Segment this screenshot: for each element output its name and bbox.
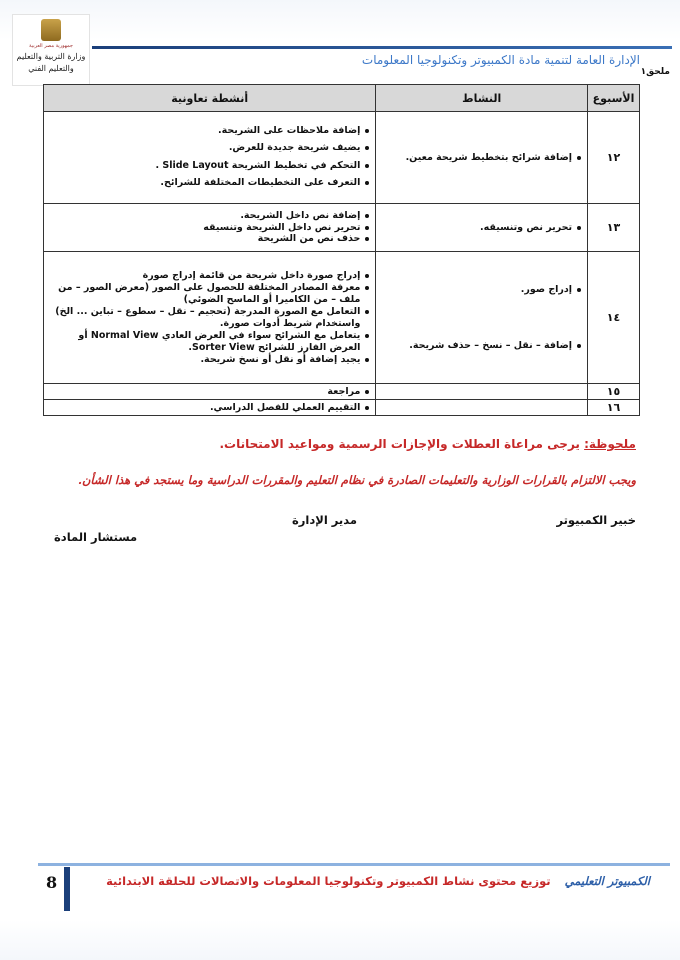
- cooperative-item: التحكم في تخطيط الشريحة Slide Layout .: [46, 160, 371, 172]
- logo-line-1: جمهورية مصر العربية: [29, 43, 73, 49]
- cooperative-item: إضافة ملاحظات على الشريحة.: [46, 125, 371, 137]
- annex-label: ملحق١: [640, 67, 670, 77]
- activity-cell: [376, 112, 588, 204]
- cooperative-cell: [44, 252, 376, 384]
- week-cell: ١٤: [588, 252, 640, 384]
- cooperative-cell: [44, 400, 376, 416]
- commitment-text: ويجب الالتزام بالقرارات الوزارية والتعليمات الصادرة في نظام التعليم والمقررات الدراسية وما يستجد في هذا الشأن.: [77, 473, 636, 487]
- footer-divider: [38, 863, 670, 866]
- activity-cell: [376, 400, 588, 416]
- cooperative-item: إدراج صورة داخل شريحة من قائمة إدراج صورة: [46, 270, 371, 282]
- week-column-header: الأسبوع: [588, 85, 640, 112]
- footer-title: توزيع محتوى نشاط الكمبيوتر وتكنولوجيا المعلومات والاتصالات للحلقة الابتدائية: [106, 874, 551, 888]
- activity-item: إدراج صور.: [378, 284, 583, 296]
- signature-director: مدير الإدارة: [292, 513, 357, 527]
- plan-table: [43, 84, 640, 416]
- cooperative-item: التعامل مع الصورة المدرجة (تحجيم – نقل – سطوع – تباين ... الخ) واستخدام شريط أدوات صورة.: [46, 306, 371, 329]
- cooperative-item: مراجعة: [46, 386, 371, 398]
- cooperative-item: حذف نص من الشريحة: [46, 233, 371, 245]
- activity-column-header: النشاط: [376, 85, 588, 112]
- ministry-logo: [12, 14, 90, 86]
- cooperative-item: تحرير نص داخل الشريحة وتنسيقه: [46, 222, 371, 234]
- week-cell: ١٥: [588, 384, 640, 400]
- logo-line-2: وزارة التربية والتعليم: [16, 52, 86, 61]
- cooperative-item: معرفة المصادر المختلفة للحصول على الصور (معرض الصور – من ملف – من الكاميرا أو الماسح الضوئي): [46, 282, 371, 305]
- week-cell: ١٦: [588, 400, 640, 416]
- cooperative-item: يجيد إضافة أو نقل أو نسخ شريحة.: [46, 354, 371, 366]
- activity-cell: [376, 252, 588, 384]
- activity-cell: [376, 204, 588, 252]
- cooperative-item: يضيف شريحة جديدة للعرض.: [46, 142, 371, 154]
- cooperative-column-header: أنشطة تعاونية: [44, 85, 376, 112]
- table-row: [44, 112, 640, 204]
- note-label: ملحوظة:: [584, 437, 636, 451]
- note-text: يرجى مراعاة العطلات والإجازات الرسمية ومواعيد الامتحانات.: [219, 437, 580, 451]
- eagle-emblem-icon: [41, 19, 61, 41]
- week-cell: ١٣: [588, 204, 640, 252]
- cooperative-item: التعرف على التخطيطات المختلفة للشرائح.: [46, 177, 371, 189]
- table-header-row: [44, 85, 640, 112]
- activity-cell: [376, 384, 588, 400]
- table-row: [44, 252, 640, 384]
- cooperative-item: التقييم العملي للفصل الدراسي.: [46, 402, 371, 414]
- activity-item: تحرير نص وتنسيقه.: [378, 222, 583, 234]
- department-title: الإدارة العامة لتنمية مادة الكمبيوتر وتكنولوجيا المعلومات: [361, 53, 640, 67]
- cooperative-cell: [44, 112, 376, 204]
- cooperative-cell: [44, 204, 376, 252]
- week-cell: ١٢: [588, 112, 640, 204]
- cooperative-cell: [44, 384, 376, 400]
- cooperative-item: يتعامل مع الشرائح سواء في العرض العادي Normal View أو العرض الفارز للشرائح Sorter View.: [46, 330, 371, 353]
- footer: [106, 874, 650, 888]
- table-row: [44, 204, 640, 252]
- cooperative-item: إضافة نص داخل الشريحة.: [46, 210, 371, 222]
- table-row: [44, 384, 640, 400]
- footer-brand: الكمبيوتر التعليمي: [564, 874, 650, 888]
- page-number: 8: [46, 873, 58, 892]
- activity-item: إضافة – نقل – نسخ – حذف شريحة.: [378, 340, 583, 352]
- note: [219, 437, 636, 451]
- header-divider: [92, 46, 672, 49]
- table-row: [44, 400, 640, 416]
- activity-item: إضافة شرائح بتخطيط شريحة معين.: [378, 152, 583, 164]
- footer-accent-bar: [64, 867, 70, 911]
- signature-advisor: مستشار المادة: [54, 530, 138, 544]
- logo-line-3: والتعليم الفني: [28, 64, 74, 73]
- signature-expert: خبير الكمبيوتر: [556, 513, 636, 527]
